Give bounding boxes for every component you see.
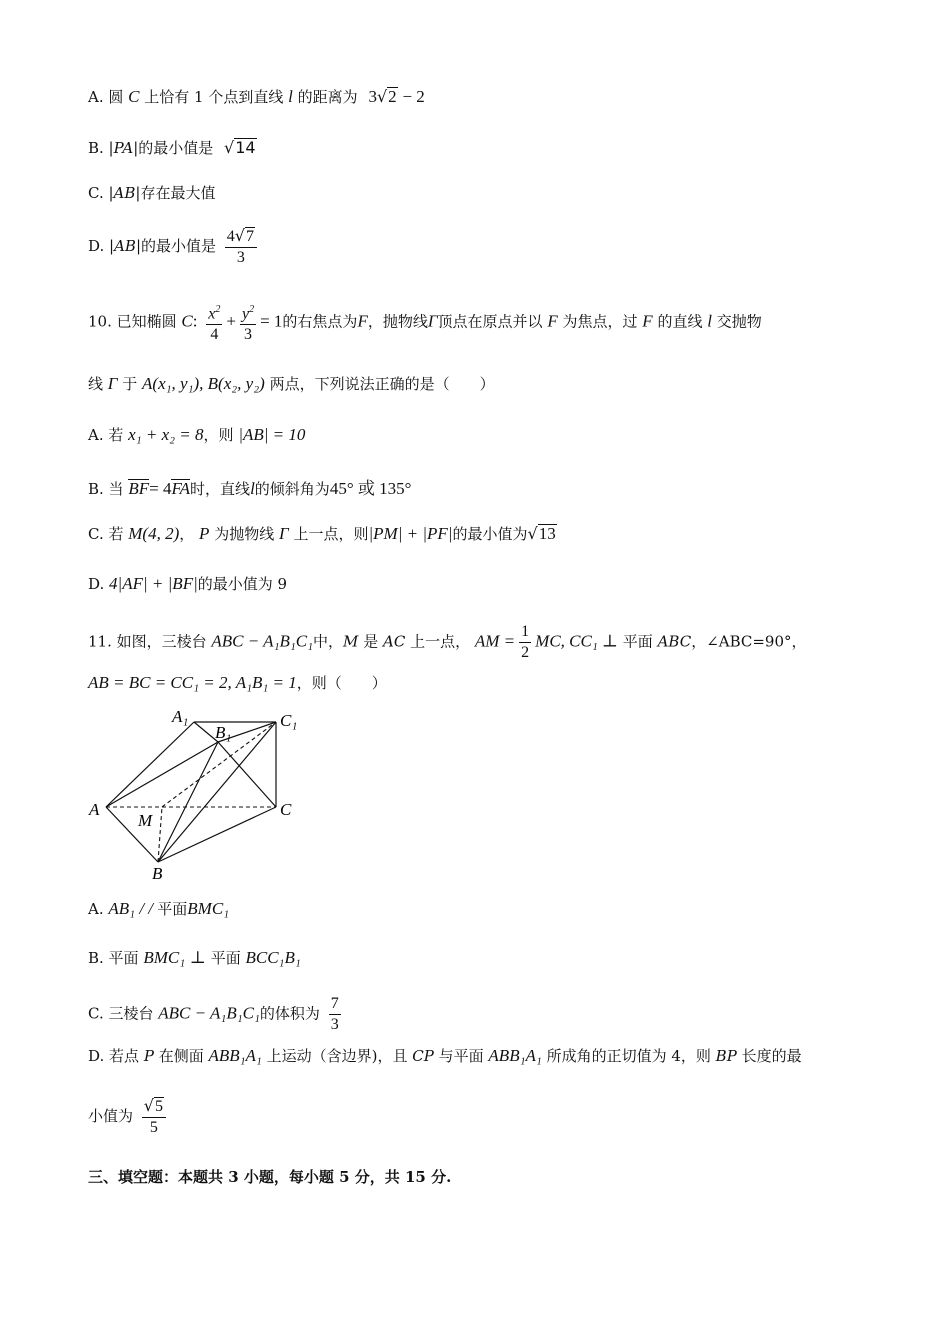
- edge-b-m-hidden: [158, 807, 162, 862]
- label-b1: B₁: [215, 723, 232, 742]
- frustum-figure: [86, 700, 318, 885]
- edge-b-c: [158, 807, 276, 862]
- q10-option-c: C. 若 M(4, 2)， P 为抛物线 Γ 上一点，则|PM| + |PF|的最小值为√13: [88, 524, 556, 543]
- q11-option-a: A. AB₁ / / 平面BMC₁: [88, 899, 230, 918]
- q9-option-d: D. |AB|的最小值是 $\frac{4√7}{3}$: [88, 226, 261, 268]
- q10-option-b: B. 当 BF= 4FA时，直线l的倾斜角为45° 或 135°: [88, 479, 412, 498]
- label-c: C: [280, 800, 292, 819]
- fraction-4sqrt7-over-3: $\frac{4√7}{3}$: [225, 226, 257, 268]
- q9-option-b: B. |PA|的最小值是 √14: [88, 138, 256, 157]
- edge-a-a1: [106, 722, 194, 807]
- label-b: B: [152, 864, 163, 883]
- q11-option-d-line2: 小值为 $\frac{√5}{5}$: [88, 1096, 170, 1138]
- q10-stem-line1: 10. 已知椭圆 C: $\frac{x^2}{4}$ + $\frac{y^2}{3}$ = 1的右焦点为F，抛物线Γ顶点在原点并以 F 为焦点，过 F 的直线 l 交抛物: [88, 300, 762, 345]
- q9-option-c: C. |AB|存在最大值: [88, 184, 216, 202]
- q11-option-b: B. 平面 BMC₁ ⊥ 平面 BCC₁B₁: [88, 948, 301, 967]
- q11-stem-line2: AB = BC = CC₁ = 2, A₁B₁ = 1，则（ ）: [88, 673, 387, 692]
- q11-option-d-line1: D. 若点 P 在侧面 ABB₁A₁ 上运动（含边界)，且 CP 与平面 ABB₁A₁ 所成角的正切值为 4，则 BP 长度的最: [88, 1046, 802, 1065]
- edge-b1-c: [218, 742, 276, 807]
- q11-option-c: C. 三棱台 ABC − A₁B₁C₁的体积为 $\frac{7}{3}$: [88, 995, 339, 1033]
- label-c1: C₁: [280, 711, 298, 730]
- q10-stem-line2: 线 Γ 于 A(x₁, y₁), B(x₂, y₂) 两点，下列说法正确的是（ ）: [88, 374, 495, 393]
- q11-stem-line1: 11. 如图，三棱台 ABC − A₁B₁C₁中，M 是 AC 上一点， AM = $\frac{1}{2}$ MC, CC₁ ⊥ 平面 ABC，∠ABC=90°，: [88, 623, 807, 661]
- section-3-heading: 三、填空题：本题共 3 小题，每小题 5 分，共 15 分.: [88, 1168, 452, 1186]
- q10-option-a: A. 若 x₁ + x₂ = 8，则 |AB| = 10: [88, 425, 306, 444]
- label-m: M: [138, 811, 153, 830]
- q9-option-a: A. 圆 C 上恰有 1 个点到直线 l 的距离为 3√2 − 2: [88, 87, 425, 106]
- q10-option-d: D. 4|AF| + |BF|的最小值为 9: [88, 574, 288, 593]
- label-a: A: [89, 800, 100, 819]
- label-a1: A₁: [172, 707, 189, 726]
